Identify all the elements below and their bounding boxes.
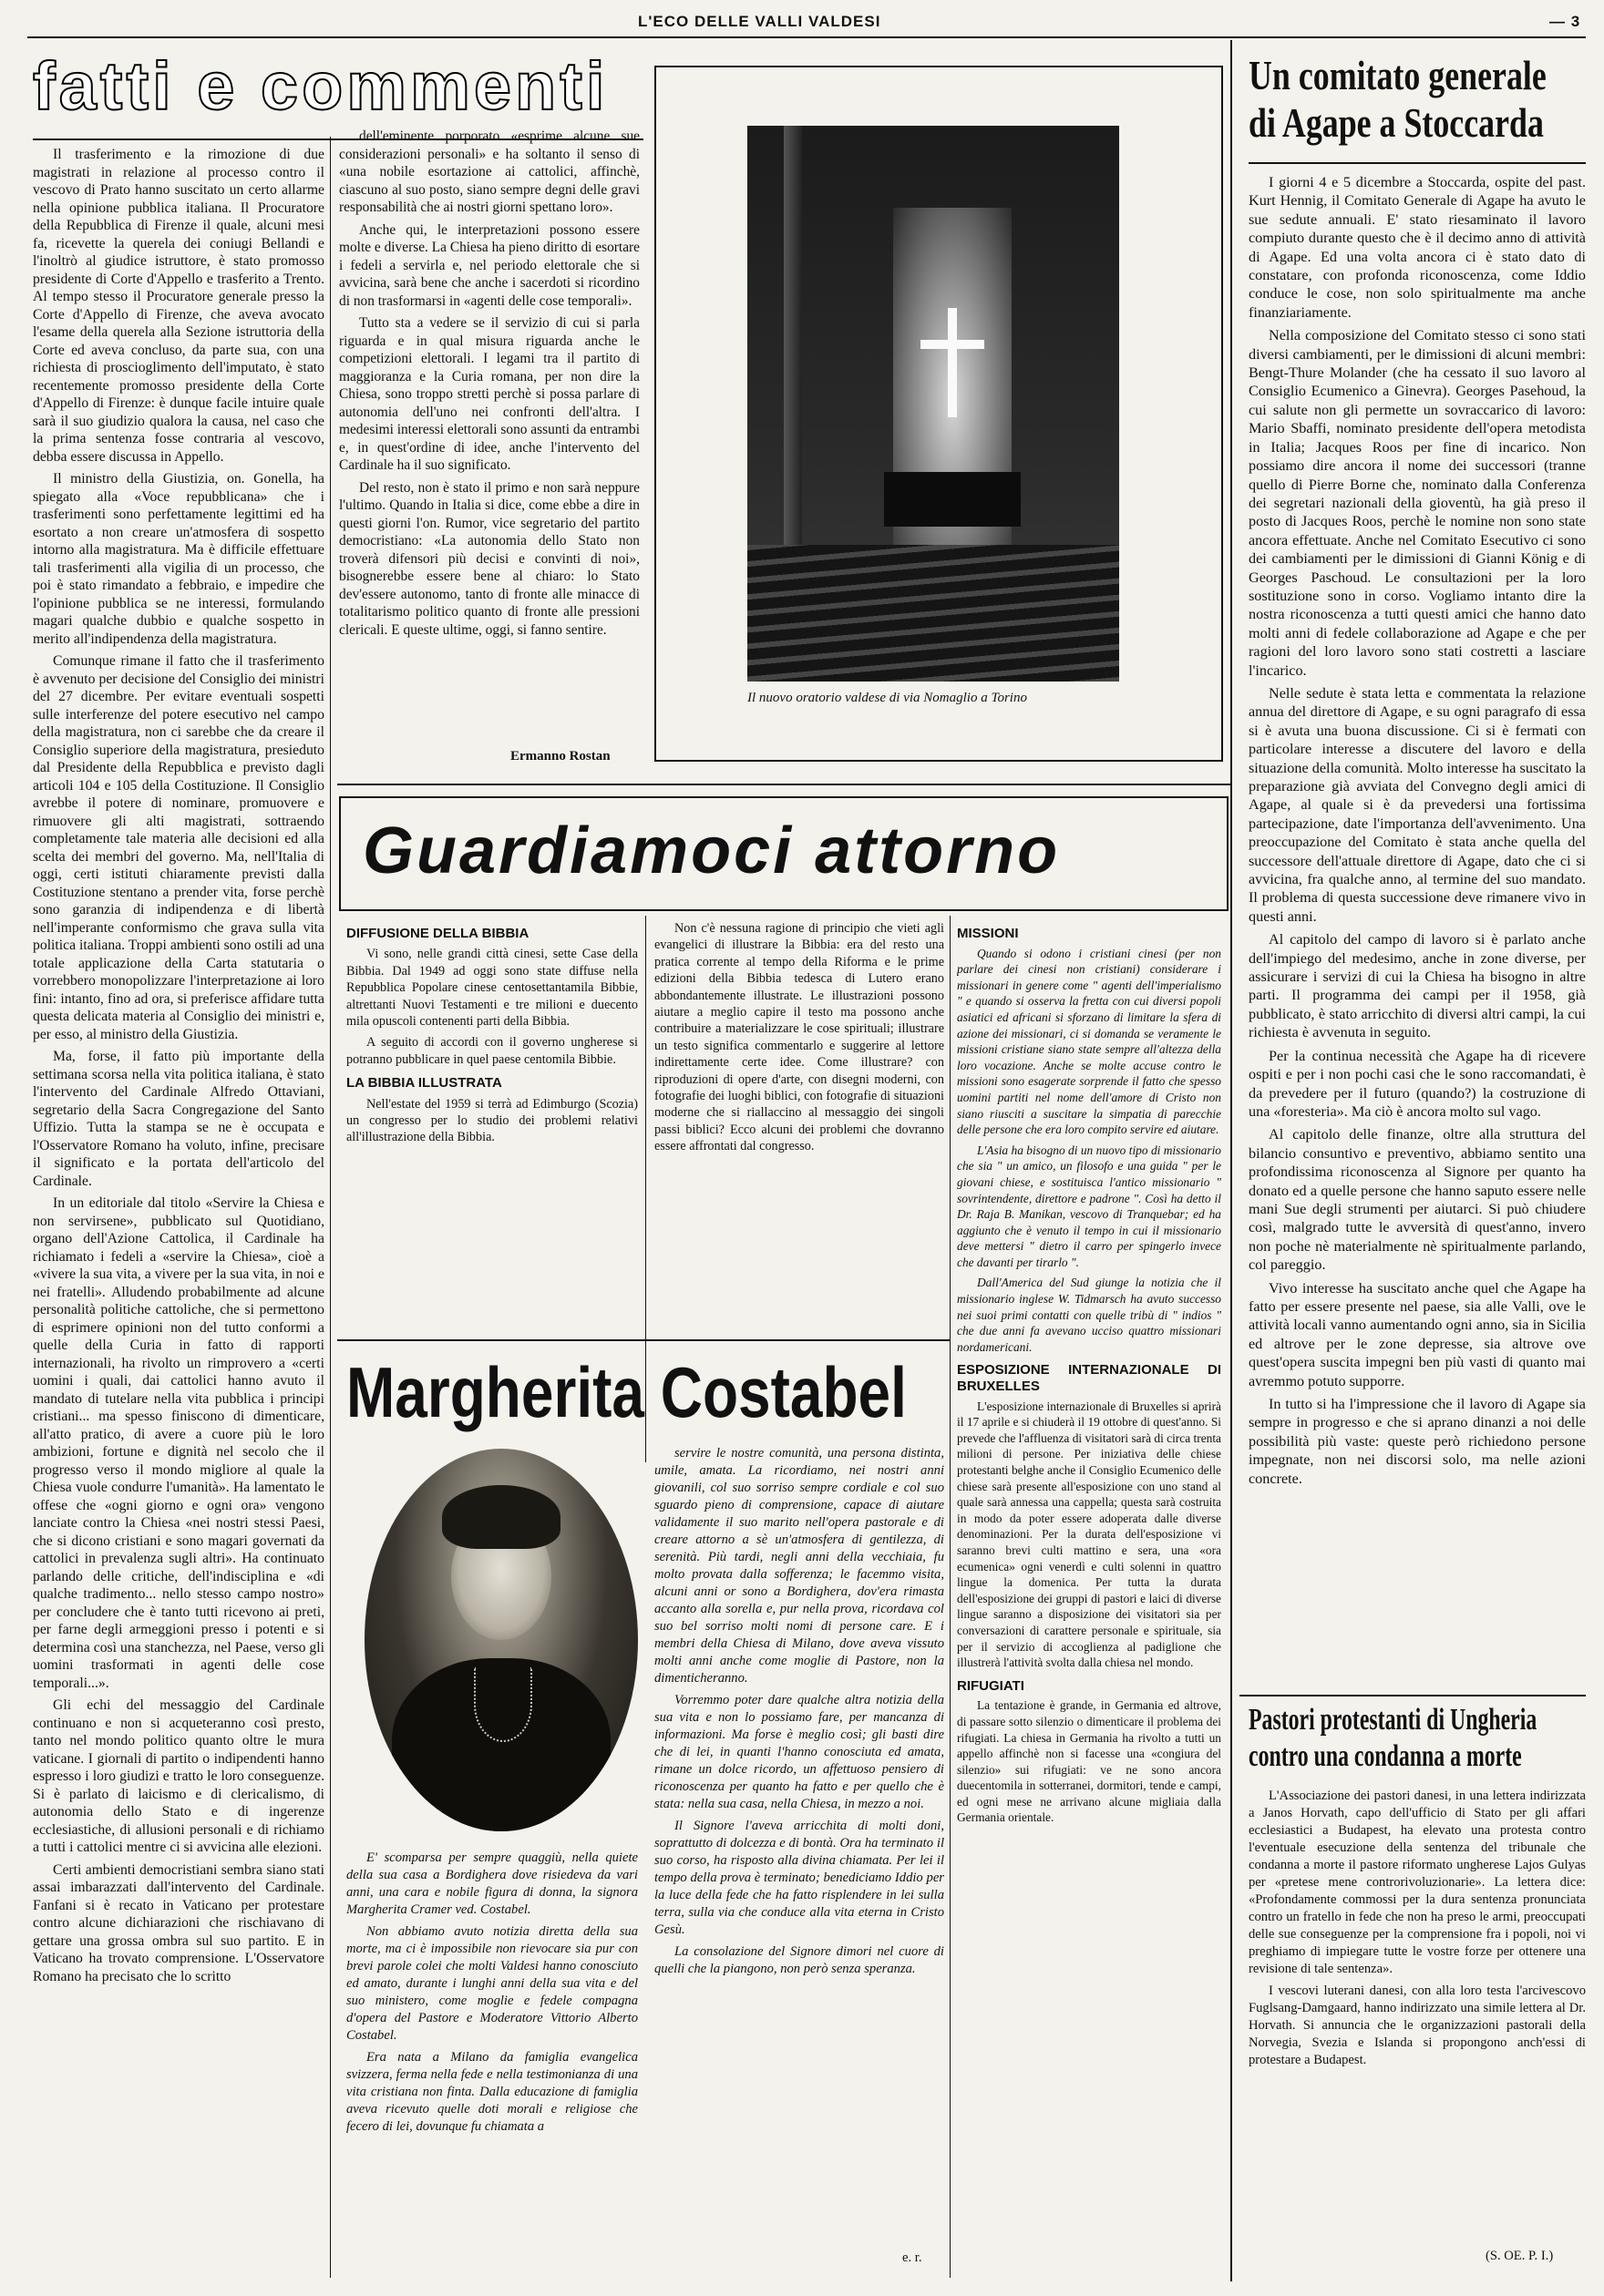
fatti-paragraph: Del resto, non è stato il primo e non sarà neppure l'ultimo. Quando in Italia si dice, come ebbe a dire in questi giorni l'on. Rumor, vice segretario del partito democristiano: «La autonomia dello Stato non troverà difensori più decisi e convinti di noi», bisognerebbe essere bene al chiaro: lo Stato dev'essere autonomo, tanto di fronte alle minacce di totalitarismo politico quanto di fronte alle pressioni clericali. E queste ultime, oggi, si fanno sentire. — [339, 479, 640, 638]
guardiamoci-title-box — [339, 796, 1229, 911]
agape-paragraph: Al capitolo del campo di lavoro si è parlato anche dell'impiego del medesimo, anche in zone diverse, per assicurare i servizi di cui la Chiesa ha bisogno in altre parti. Il programma dei campi per il 1958, già pubblicato, è stato arricchito di diversi altri campi, la cui richiesta è avvenuta in seguito. — [1249, 931, 1586, 1041]
pastori-article — [1249, 1788, 1586, 2261]
pastori-paragraph: I vescovi luterani danesi, con alla loro testa l'arcivescovo Fuglsang-Damgaard, hanno indirizzato una simile lettera al Dr. Horvath. Si annuncia che le organizzazioni pastorali della Norvegia, Svezia e Islanda si propongono anch'essi di protestare a Budapest. — [1249, 1983, 1586, 2067]
agape-paragraph: Vivo interesse ha suscitato anche quel che Agape ha fatto per essere presente nel paese, sia alle Valli, ove le attività locali vanno aumentando ogni anno, sia in Sicilia ed altrove per le zone depresse, sia altrove ove quest'opera suscita impegni ben più vasti di quanto mai avremmo potuto supporre. — [1249, 1279, 1586, 1389]
illustrata-paragraph: Nell'estate del 1959 si terrà ad Edimburgo (Scozia) un congresso per lo studio dei problemi relativi all'illustrazione della Bibbia. — [346, 1096, 638, 1145]
fatti-paragraph: Ma, forse, il fatto più importante della settimana scorsa nella vita politica italiana, è stato l'intervento del Cardinale Alfredo Ottaviani, segretario della Sacra Congregazione del Santo Uffizio. Tutta la stampa se ne è occupata e l'Osservatore Romano ha voluto, infine, precisare il significato e la portata dell'articolo del Cardinale. — [33, 1049, 324, 1189]
fatti-paragraph: dell'eminente porporato «esprime alcune sue considerazioni personali» e ha soltanto il senso di «una nobile esortazione ai cattolici, affinchè, ciascuno al suo posto, siano sempre degni delle gravi responsabilità che ai nostri giorni spettano loro». — [339, 128, 640, 215]
agape-paragraph: Al capitolo delle finanze, oltre alla struttura del bilancio consuntivo e preventivo, abbiamo sentito una profondissima riconoscenza al Signore per quanto ha donato ed a quelle persone che hanno saputo essere nelle mani Sue degli strumenti per aiutarci. Si può chiudere così, malgrado tutte le avversità di quest'anno, invero non poche nè materialmente nè spiritualmente parlando, col pareggio. — [1249, 1126, 1586, 1274]
missioni-paragraph: L'Asia ha bisogno di un nuovo tipo di missionario che sia " un amico, un filosofo e una guida " per le giovani chiese, e sostituisca l'antico missionario " sovrintendente, direttore e padrone ". Così ha detto il Dr. Raja B. Manikan, vescovo di Tranquebar; ed ha aggiunto che è venuto il tempo in cui il missionario deve mettersi " dietro il carro per spingerlo invece che davanti per tirarlo ". — [957, 1143, 1221, 1269]
costabel-paragraph: Il Signore l'aveva arricchita di molti doni, soprattutto di dolcezza e di bontà. Ora ha terminato il suo corso, ha risposto alla divina chiamata. Per lei il tempo della prova è terminato; benediciamo Iddio per la luce della fede che ha fatto risplendere in lei sulla terra, sulla via che conduce alla vita eterna in Cristo Gesù. — [654, 1819, 944, 1937]
fatti-column-2 — [339, 128, 640, 729]
column-rule — [330, 137, 331, 2278]
esposizione-heading: ESPOSIZIONE INTERNAZIONALE DI BRUXELLES — [957, 1362, 1221, 1395]
agape-article — [1249, 173, 1586, 1631]
rifugiati-heading: RIFUGIATI — [957, 1677, 1024, 1694]
fatti-paragraph: Tutto sta a vedere se il servizio di cui si parla riguarda e in qual misura riguarda anche le competizioni elettorali. I legami tra il partito di maggioranza e la Curia romana, per non dire la Chiesa, sono troppo stretti perchè si possa parlare di autonomia dell'uno nei confronti dell'altra. I medesimi interessi elettorali sono assunti da entrambi e, in quest'ordine di idee, anche l'intervento del Cardinale ha il suo significato. — [339, 315, 640, 473]
fatti-paragraph: Il ministro della Giustizia, on. Gonella, ha spiegato alla «Voce repubblicana» che i trasferimenti sono perfettamente legittimi ed ha esortato a non creare un'atmosfera di sospetto intorno alla magistratura. Ma è difficile effettuare tali trasferimenti alla vigilia di un processo, che poi è stato rimandato a febbraio, e impedire che l'opinione pubblica se ne interessi, formulando magari qualche dubbio e qualche sospetto in merito all'indipendenza della magistratura. — [33, 471, 324, 647]
page-number: — 3 — [1549, 13, 1581, 30]
costabel-paragraph: E' scomparsa per sempre quaggiù, nella quiete della sua casa a Bordighera dove risiedeva da vari anni, una cara e nobile figura di donna, la signora Margherita Cramer ved. Costabel. — [346, 1850, 638, 1917]
agape-title-box — [1249, 53, 1586, 164]
costabel-paragraph: Vorremmo poter dare qualche altra notizia della sua vita e non lo possiamo fare, per mancanza di informazioni. Ma forse è meglio così; gli basti dire che di lei, in quanti l'hanno conosciuta ed amata, rimane un dolce ricordo, un affettuoso pensiero di riconoscenza per quanto ha fatto e per quello che è stata: nella sua casa, nella Chiesa, in mezzo a noi. — [654, 1693, 944, 1811]
fatti-paragraph: Il trasferimento e la rimozione di due magistrati in relazione al processo contro il vescovo di Prato hanno suscitato un certo allarme nella opinione pubblica italiana. Il Procuratore della Repubblica di Firenze il quale, alcuni mesi fa, ricevette la querela dei coniugi Bellandi e l'inoltrò al giudice istruttore, è stato promosso presidente di Corte d'Appello e trasferito a Trento. Al tempo stesso il Procuratore generale presso la Corte d'Appello di Firenze, che aveva avocato l'esame della querela alla Sezione istruttoria della Corte ed aveva concluso, da parte sua, con una richiesta di proscioglimento dell'imputato, è stato recentemente promosso presidente della Corte d'Appello di Firenze: è dunque facile intuire quale sarà il suo giudizio qualora la causa, nel caso che la prima sentenza fosse contraria al vescovo, debba essere discussa in Appello. — [33, 147, 324, 465]
agape-paragraph: Nella composizione del Comitato stesso ci sono stati diversi cambiamenti, per le dimissioni di alcuni membri: Bengt-Thure Molander (che ha cessato il suo lavoro al Consiglio Ecumenico a Ginevra). Georges Pasehoud, la cui salute non gli permette un sovraccarico di lavoro: Mario Sbaffi, nominato presidente dell'opera metodista in Italia; Jacques Roos per fine di incarico. Non possiamo dire ancora il nome dei successori (tranne quello di Pierre Borne che, nominato dalla Conferenza dei segretari nazionali della gioventù, ha già preso il posto di Jacques Roos, perchè le nomine non sono state ancora effettuate. Anche nel Comitato Esecutivo ci sono dei cambiamenti per le dimissioni di Gianni König e di Georges Paschoud. Le consultazioni per la loro sostituzione sono in corso. Vogliamo intanto dire la nostra riconoscenza a tutti questi amici che hanno dato molti anni di fedele collaborazione ad Agape e che per ragioni del loro lavoro sono stati costretti a lasciare l'incarico. — [1249, 327, 1586, 679]
diffusione-heading: DIFFUSIONE DELLA BIBBIA — [346, 926, 530, 941]
photo-caption: Il nuovo oratorio valdese di via Nomaglio a Torino — [747, 691, 1027, 705]
fatti-paragraph: Gli echi del messaggio del Cardinale continuano e non si acqueteranno così presto, tanto nel mondo politico quanto oltre le mura vaticane. I giornali di partito o indipendenti hanno espresso i loro giudizi e tratto le loro conseguenze. Si è parlato di laicismo e di clericalismo, di autonomia dello Stato e di ingerenze ecclesiastiche, di allusioni personali e di richiamo a tutti i cattolici mentre ci si avvicina alle elezioni. — [33, 1697, 324, 1855]
guardiamoci-title: Guardiamoci attorno — [363, 815, 1061, 887]
guardiamoci-column-2 — [654, 920, 944, 1321]
fatti-paragraph: Comunque rimane il fatto che il trasferimento è avvenuto per decisione del Consiglio dei ministri del 27 dicembre. Per evitare eventuali sospetti sulle interferenze del potere esecutivo nel campo della magistratura, non ci sarebbe che da creare il Consiglio superiore della magistratura, presieduto dal Presidente della Repubblica e previsto dagli articoli 104 e 105 della Costituzione. Il Consiglio avrebbe il potere di nominare, promuovere e rimuovere gli alti magistrati, sottraendo completamente tale materia alle decisioni ed alla scelta dei membri del governo. Ma, nell'Italia di oggi, certi istituti chiaramente previsti dalla Costituzione stentano a prender vita, forse perchè sono garanzia di indipendenza e di libertà nell'imperante conformismo che grava sulla vita politica italiana. Troppi ambienti sono ostili ad una totale applicazione della Carta statutaria o vorrebbero monopolizzare l'interpretazione ai loro fini: intanto, fino ad ora, si preferisce affidare tutta questa delicata materia al Consiglio dei ministri e, per esso, al ministro della Giustizia. — [33, 653, 324, 1042]
costabel-paragraph: Non abbiamo avuto notizia diretta della sua morte, ma ci è impossibile non rievocare sia pur con brevi parole colei che molti Valdesi hanno conosciuto ed amato, durante i lunghi anni della sua vita e del suo ministero, come moglie e fedele compagna d'opera del Pastore e Moderatore Vittorio Alberto Costabel. — [346, 1924, 638, 2043]
costabel-paragraph: servire le nostre comunità, una persona distinta, umile, amata. La ricordiamo, nei nostri anni giovanili, col suo sorriso sempre cordiale e col suo sguardo pieno di comprensione, capace di aiutare validamente il suo marito nell'opera pastorale e di creare attorno a sè un'atmosfera di gentilezza, di serenità. Più tardi, negli anni della vecchiaia, fu molto provata dalla sofferenza; le facemmo visita, alcuni anni or sono a Bordighera, dov'era rimasta accanto alla sorella e, pur nella prova, ricordava col suo bel sorriso molti nomi di persone care. E i membri della Chiesa di Milano, dove aveva vissuto molti anni anche come moglie di Pastore, non la dimenticheranno. — [654, 1446, 944, 1686]
portrait-photo — [365, 1449, 638, 1831]
pastori-source: (S. OE. P. I.) — [1486, 2249, 1554, 2263]
fatti-paragraph: Certi ambienti democristiani sembra siano stati assai imbarazzati dall'intervento del Cardinale. Fanfani si è recato in Vaticano per protestare contro alcune dichiarazioni che rischiavano di gettare una grossa ombra sul suo partito. E in Vaticano ha trovato comprensione. L'Osservatore Romano ha precisato che lo scritto — [33, 1861, 324, 1984]
right-column-rule — [1230, 40, 1232, 2281]
fatti-paragraph: In un editoriale dal titolo «Servire la Chiesa e non servirsene», pubblicato sul Quotidiano, organo dell'Azione Cattolica, il Cardinale ha richiamato i fedeli a «servire la Chiesa», cioè a «vivere la sua vita, a vivere per la sua vita, in noi e nei fratelli». Alludendo probabilmente ad alcune personalità politiche cattoliche, che si permettono di esprimere opinioni non del tutto conformi a quelle della Curia in fatto di rapporti internazionali, ha rivolto un rimprovero a «certi uomini i quali, dai cattolici hanno avuto il mandato di tutelare nella vita pubblica i principi cristiani... ma spesso finiscono di dimenticare, all'atto pratico, di avere a cuore più le loro ambizioni, fortune e dignità nel secolo che il progresso verso il mondo migliore al quale la Chiesa vuole condurre l'umanità». Ha lamentato le offese che «ogni giorno e ogni ora» vengono lanciate contro la Chiesa «nei nostri stessi Paesi, che si dicono cristiani e sono magari governati da cattolici in prevalenza sugli altri». Ha continuato parlando delle critiche, dell'indisciplina e «di qualche tradimento... nello stesso campo nostro» per concludere che è tanto tutti ricevono ai preti, per farne degli armeggioni presso i potenti e si determina così una stanchezza, nel Paese, verso gli uomini trasformati in agenti delle cose temporali...». — [33, 1195, 324, 1691]
agape-title-line-2: di Agape a Stoccarda — [1249, 99, 1544, 146]
costabel-title: Margherita Costabel — [346, 1352, 907, 1432]
missioni-paragraph: Quando si odono i cristiani cinesi (per non parlare dei cinesi non cristiani) considerare i missionari in genere come " agenti dell'imperialismo " e quando si osserva la fretta con cui diversi popoli asiatici ed africani si sforzano di limitare la sfera di azione dei missionari, ci si domanda se veramente le missioni cristiane siano state sempre all'altezza della loro vocazione. Anche se molte accuse contro le missioni sono esagerate sorprende il fatto che spesso uomini partiti nel nome dell'amore di Cristo non siano riusciti a suscitare la simpatia di parecchie delle persone che era loro compito servire ed aiutare. — [957, 946, 1221, 1137]
agape-paragraph: In tutto si ha l'impressione che il lavoro di Agape sia sempre in progresso e che si aprano dinanzi a noi delle possibilità più vaste: queste però richiedono persone impegnate, non nei discorsi solo, ma nelle azioni concrete. — [1249, 1396, 1586, 1487]
costabel-column-2 — [654, 1445, 944, 2265]
fatti-title: fatti e commenti — [33, 48, 609, 124]
pastori-rule — [1239, 1695, 1586, 1696]
fatti-author: Ermanno Rostan — [510, 749, 611, 764]
costabel-paragraph: La consolazione del Signore dimori nel cuore di quelli che la piangono, non però senza speranza. — [654, 1944, 944, 1976]
fatti-column-1 — [33, 146, 324, 2278]
missioni-paragraph: Dall'America del Sud giunge la notizia che il missionario inglese W. Tidmarsch ha avuto successo nei suoi primi contatti con quelle tribù di " indios " che due anni fa avevano ucciso quattro missionari nordamericani. — [957, 1276, 1221, 1354]
guardiamoci-top-rule — [337, 784, 1230, 785]
pastori-paragraph: L'Associazione dei pastori danesi, in una lettera indirizzata a Janos Horvath, capo dell'ufficio di Stato per gli affari ecclesiastici a Budapest, ha elevato una protesta contro l'eventuale esecuzione della sentenza del tribunale che condanna a morte il pastore riformato ungherese Lajos Gulyas per «pretese mene controrivoluzionarie». La lettera dice: «Profondamente commossi per la dura sentenza pronunciata contro un fratello in fede che non ha preso le armi, preoccupati delle sue conseguenze per la comprensione fra i popoli, noi vi preghiamo di impiegare tutte le vostre forze per ottenere una revisione di tale sentenza». — [1249, 1789, 1586, 1976]
column-rule — [950, 916, 951, 2278]
rifugiati-paragraph: La tentazione è grande, in Germania ed altrove, di passare sotto silenzio o dimenticare il problema dei rifugiati. La chiesa in Germania ha rivolto a tutti un appello affinchè non si facesse una «congiura del silenzio» sui rifugiati: ve ne sono ancora duecentomila in sotterranei, dormitori, tende e campi, ed ogni mese ne arrivano alcune migliaia dalla Germania orientale. — [957, 1698, 1221, 1825]
esposizione-paragraph: L'esposizione internazionale di Bruxelles si aprirà il 17 aprile e si chiuderà il 19 ottobre di quest'anno. Si prevede che l'affluenza di visitatori sarà di circa trenta milioni di persone. Per iniziativa delle chiese protestanti belghe anche il Consiglio Ecumenico delle chiese sarà presente all'esposizione con uno stand al quale sarà annessa una cappella; questa sarà costruita in modo da poter essere adoperata dalle diverse denominazioni. Per la durata dell'esposizione vi saranno brevi culti mattino e sera, una «ora ecumenica» ogni venerdì e culti solenni in quattro lingue la domenica. Per tutta la durata dell'esposizione dei gruppi di pastori e laici di diverse lingue saranno a disposizione dei visitatori sia per conversazioni di carattere personale e spirituale, sia per il servizio di accoglienza al padiglione che illustrerà l'attività svolta dalla chiesa nel mondo. — [957, 1399, 1221, 1670]
fatti-paragraph: Anche qui, le interpretazioni possono essere molte e diverse. La Chiesa ha pieno diritto di esortare i fedeli a servirla e, nel periodo elettorale che si avvicina, sarà bene che anche i sacerdoti si ricordino di non trasformarsi in «agenti delle cose temporali». — [339, 221, 640, 309]
agape-paragraph: I giorni 4 e 5 dicembre a Stoccarda, ospite del past. Kurt Hennig, il Comitato Generale di Agape ha avuto le sue sedute annuali. E' stato riesaminato il lavoro compiuto durante questo che è il decimo anno di attività di Agape. Ed una volta ancora ci è stato dato di constatare, con profonda riconoscenza, come Iddio conduce le cose, non solo spiritualmente ma anche finanziariamente. — [1249, 174, 1586, 321]
costabel-title-box — [346, 1347, 948, 1440]
running-head-title: L'ECO DELLE VALLI VALDESI — [638, 13, 881, 30]
agape-title-line-1: Un comitato generale — [1249, 53, 1547, 98]
diffusione-paragraph: Vi sono, nelle grandi città cinesi, sette Case della Bibbia. Dal 1949 ad oggi sono state diffuse nella Repubblica Popolare cinese centosettantamila Bibbie, altrettanti Nuovi Testamenti e tre milioni e duecento mila opuscoli contenenti parti della Bibbia. — [346, 947, 638, 1030]
pastori-title-box — [1249, 1702, 1586, 1784]
pastori-title-line-1: Pastori protestanti di Ungheria — [1249, 1703, 1537, 1737]
costabel-column-1 — [346, 1850, 638, 2278]
pastori-title-line-2: contro una condanna a morte — [1249, 1739, 1522, 1773]
portrait-hair — [442, 1485, 560, 1549]
photo-altar — [884, 472, 1021, 527]
cross-horizontal — [920, 340, 984, 349]
oratorio-photo — [747, 126, 1119, 682]
guardiamoci-column-3 — [957, 918, 1221, 2276]
missioni-heading: MISSIONI — [957, 926, 1019, 941]
agape-paragraph: Nelle sedute è stata letta e commentata la relazione annua del direttore di Agape, e su ogni paragrafo di essa si è avuta una buona discussione. Ci si è fermati con particolare interesse a discutere del lavoro e della situazione della comunità. Molto interesse ha suscitato la preparazione già avviata del Convegno degli amici di Agape, al quale si è da prevedersi una fortissima partecipazione, date l'importanza dell'avvenimento. Una preoccupazione del Comitato è stata anche quella del successore dell'attuale direttore di Agape, dato che ci si avvicina, fra qualche anno, al termine del suo mandato. Il problema di questa successione deve rimanere vivo in questi anni. — [1249, 684, 1586, 925]
costabel-top-rule — [337, 1339, 950, 1341]
costabel-signature: e. r. — [902, 2250, 922, 2265]
diffusione-paragraph: A seguito di accordi con il governo ungherese si potranno pubblicare in quel paese centomila Bibbie. — [346, 1035, 638, 1067]
fatti-title-box — [33, 47, 643, 140]
illustrata-paragraph: Non c'è nessuna ragione di principio che vieti agli evangelici di illustrare la Bibbia: era del resto una pratica corrente al tempo della Riforma e le prime edizioni della Bibbia tedesca di Lutero erano abbondantemente illustrate. Le illustrazioni possono aiutare a meglio capire il testo ma possono anche contribuire a materializzare le cose spirituali; illustrare un testo significa commentarlo e suggerire al lettore indirettamente certe idee. Come illustrare? con riproduzioni di opere d'arte, con disegni moderni, con fotografie dei luoghi biblici, con fotografie di situazioni moderne che si riallaccino al messaggio dei singoli passi biblici? Ecco alcuni dei problemi che dovranno essere affrontati dal congresso. — [654, 921, 944, 1154]
agape-paragraph: Per la continua necessità che Agape ha di ricevere ospiti e per i non pochi casi che le sono raccomandati, è da prevedere per il futuro (quando?) la costruzione di una «foresteria». Ma ciò è ancora molto sul vago. — [1249, 1047, 1586, 1120]
costabel-paragraph: Era nata a Milano da famiglia evangelica svizzera, ferma nella fede e nella testimonianza di una vita cristiana non finta. Dalla educazione di famiglia aveva ricevuto quelle doti morali e religiose che fecero di lei, dovunque fu chiamata a — [346, 2050, 638, 2134]
cross-vertical — [948, 308, 957, 417]
photo-pews — [747, 545, 1119, 682]
head-rule — [27, 36, 1586, 38]
illustrata-heading: LA BIBBIA ILLUSTRATA — [346, 1075, 502, 1092]
portrait-necklace — [474, 1667, 532, 1742]
